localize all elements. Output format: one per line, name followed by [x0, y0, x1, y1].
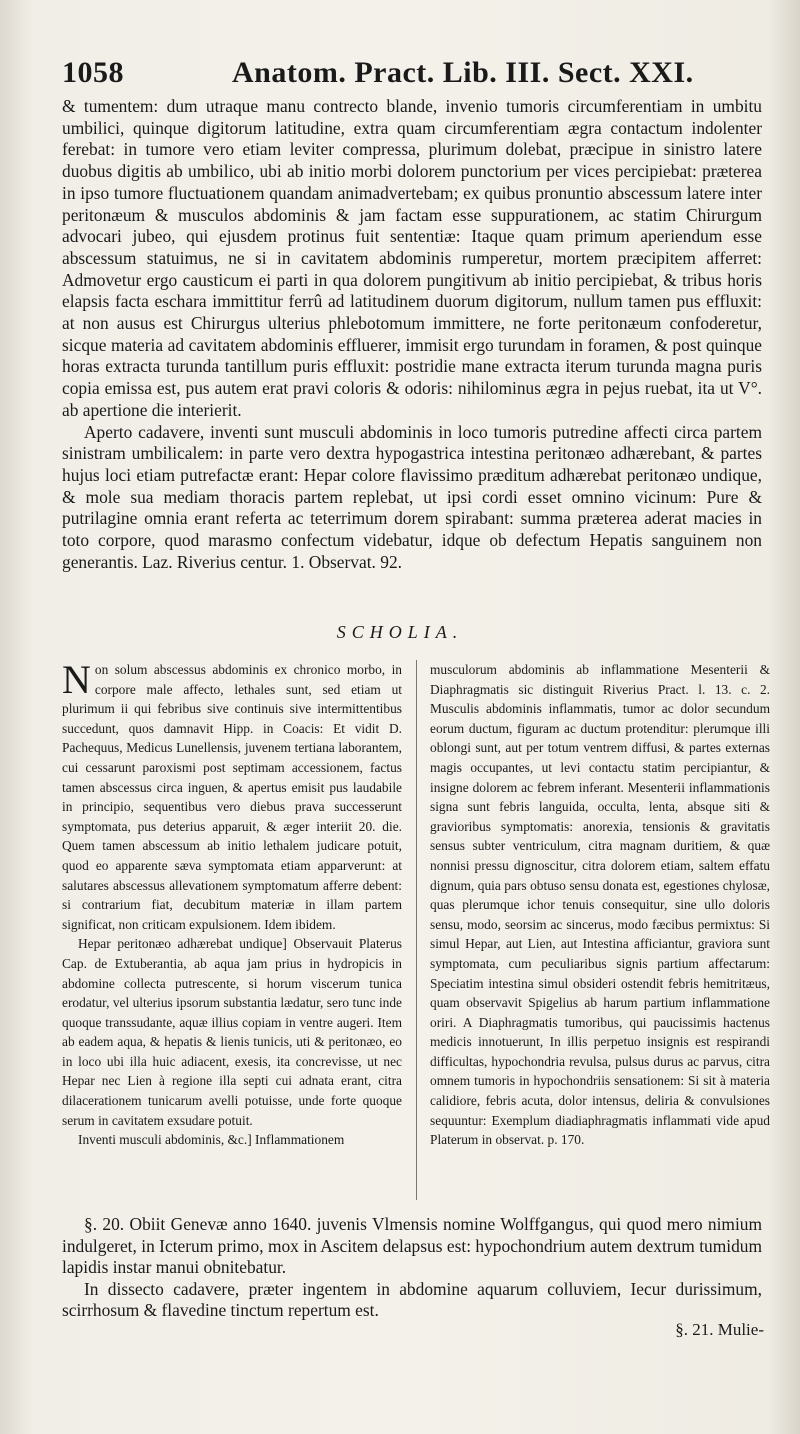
paragraph-text: on solum abscessus abdominis ex chronico morbo, in corpore male affecto, lethales sunt, sed etiam ut plurimum ii qui febribus sive continuis sive intermittentibus succedunt, quos damnavit Hipp. in Coacis: Et vidit D. Pachequus, Medicus Lunellensis, juvenem tertiana laborantem, cui cessarunt paroxismi post septimam accessionem, factus tamen abscessus circa inguen, & apertus emisit pus laudabile in principio, sequentibus vero diebus prava successerunt symptomata, pus deterius apparuit, & æger interiit 20. die. Quem tamen abscessum ab initio lethalem judicare potuit, quod eo apparente sæva symptomata etiam apparverunt: at salutares abscessus allevationem symptomatum afferre debent: si contrarium fiat, decubitum materiæ in illam partem significat, non criticam expulsionem. Idem ibidem.	[62, 662, 402, 932]
lower-text	[62, 1214, 762, 1322]
paragraph: & tumentem: dum utraque manu contrecto blande, invenio tumoris circumferentiam in umbitu umbilici, quinque digitorum latitudine, extra quam circumferentiam ægra contactum indolenter ferebat: in tumore vero etiam leviter compressa, plurimum dolebat, præcipue in sinistro latere duobus digitis ab umbilico, ubi ab initio morbi dolorem punctorium per vices percipiebat: præterea in ipso tumore fluctuationem quandam animadvertebam; ex quibus pronuntio abscessum latere inter peritonæum & musculos abdominis & jam factam esse suppurationem, ac statim Chirurgum advocari jubeo, qui ejusdem protinus fuit sententiæ: Itaque quam primum aperiendum esse abscessum statuimus, ne si in cavitatem abdominis rumperetur, mortem præcipitem afferret: Admovetur ergo causticum ei parti in qua dolorem pungitivum ab initio percipiebat, & tribus horis elapsis facta eschara immittitur ferrû ad latitudinem duorum digitorum, nullum tamen pus effluxit: at non ausus est Chirurgus ulterius phlebotomum immittere, ne forte peritonæum confoderetur, sicque materia ad cavitatem abdominis effluerer, immisit ergo turundam in foramen, & post quinque horas extracta turunda tantillum puris effluxit: postridie mane extracta iterum turunda magna puris copia emissa est, pus autem erat pravi coloris & odoris: nihilominus ægra in pejus ruebat, ita ut V°. ab apertione die interierit.	[62, 96, 762, 420]
left-column	[62, 657, 402, 1150]
section-title: SCHOLIA.	[336, 622, 464, 642]
running-title: Anatom. Pract. Lib. III. Sect. XXI.	[232, 56, 694, 89]
right-column	[430, 660, 770, 1150]
paragraph	[62, 657, 402, 934]
paragraph: §. 20. Obiit Genevæ anno 1640. juvenis Vlmensis nomine Wolffgangus, qui quod mero nimium indulgeret, in Icterum primo, mox in Ascitem delapsus est: hypochondrium autem dextrum tumidum lapidis instar manui obnitebatur.	[62, 1214, 762, 1277]
page-header	[62, 52, 760, 92]
drop-cap: N	[62, 657, 91, 702]
main-text	[62, 96, 762, 573]
paragraph: Inventi musculi abdominis, &c.] Inflammationem	[78, 1132, 345, 1148]
paragraph: In dissecto cadavere, præter ingentem in abdomine aquarum colluviem, Iecur durissimum, scirrhosum & flavedine tinctum repertum est.	[62, 1278, 762, 1320]
paragraph: musculorum abdominis ab inflammatione Mesenterii & Diaphragmatis sic distinguit Riverius Pract. l. 13. c. 2. Musculis abdominis inflammatis, tumor ac dolor secundum eorum ductum, figuram ac ductum protenditur: plerumque illi oblongi sunt, aut per totum ventrem diffusi, & partes externas magis occupantes, ut levi contactu statim percipiantur, & insigne dolorem ac febrem inferant. Mesenterii inflammationis signa sunt febris languida, occulta, lenta, absque siti & gravioribus symptomatis: anorexia, tensionis & gravitatis sensus subter ventriculum, citra magnam duritiem, & quæ nonnisi pressu dignoscitur, citra dolorem etiam, saltem effatu dignum, quia pars obtuso sensu donata est, egestiones chylosæ, quas plerumque ichor tenuis consequitur, sine ullo doloris sensu, modo, seorsim ac sincerus, modo fæcibus permixtus: Si simul Hepar, aut Lien, aut Intestina afficiantur, graviora sunt symptomata, cum peculiaribus signis partium affectarum: Speciatim intestina simul obsideri ostendit febris hemitritæus, quam observavit Spigelius ab harum partium inflammatione oriri. A Diaphragmatis tumoribus, qui paucissimis hactenus medicis innotuerunt, In illis perpetuo insignis est respirandi difficultas, hypochondria revulsa, pulsus durus ac parvus, citra omnem tumoris in hypochondriis sensationem: Si sit à materia calidiore, febris acuta, dolor intensus, deliria & convulsiones sequuntur: Exemplum diadiaphragmatis inflammati vide apud Platerum in observat. p. 170.	[430, 662, 770, 1148]
paragraph: Aperto cadavere, inventi sunt musculi abdominis in loco tumoris putredine affecti circa partem sinistram umbilicalem: in parte vero dextra hypogastrica intestina peritonæo adhærebant, & partes hujus loci etiam putrefactæ erant: Hepar colore flavissimo præditum adhærebat peritonæo undique, & mole sua mediam thoracis partem replebat, ut ipsi cordi esset omnino vicinum: Pure & putrilagine omnia erant referta ac teterrimum dorem spirabant: summa præterea aderat macies in toto corpore, quod marasmo confectum videbatur, idque ob defectum Hepatis sanguinem non generantis. Laz. Riverius centur. 1. Observat. 92.	[62, 421, 762, 572]
page-number: 1058	[62, 56, 124, 89]
catchword: §. 21. Mulie-	[675, 1320, 764, 1339]
column-divider	[416, 660, 417, 1200]
paragraph: Hepar peritonæo adhærebat undique] Observauit Platerus Cap. de Extuberantia, ab aqua jam prius in hydropicis in abdomine collecta putrescente, si horum viscerum tunica erodatur, vel ulterius ipsorum substantia lædatur, sero tunc inde quoque transsudante, aquæ illius copiam in ventre augeri. Item ab eadem aqua, & hepatis & lienis tunicis, uti & peritonæo, eo in loco ubi illa huic adiacent, exesis, ita concrevisse, ut nec Hepar nec Lien à regione illa septi cui adnata erant, citra dilacerationem tunicarum avelli potuisse, unde forte quoque serum in cavitatem exsudare potuit.	[62, 936, 402, 1128]
scholia-columns	[62, 657, 770, 1200]
